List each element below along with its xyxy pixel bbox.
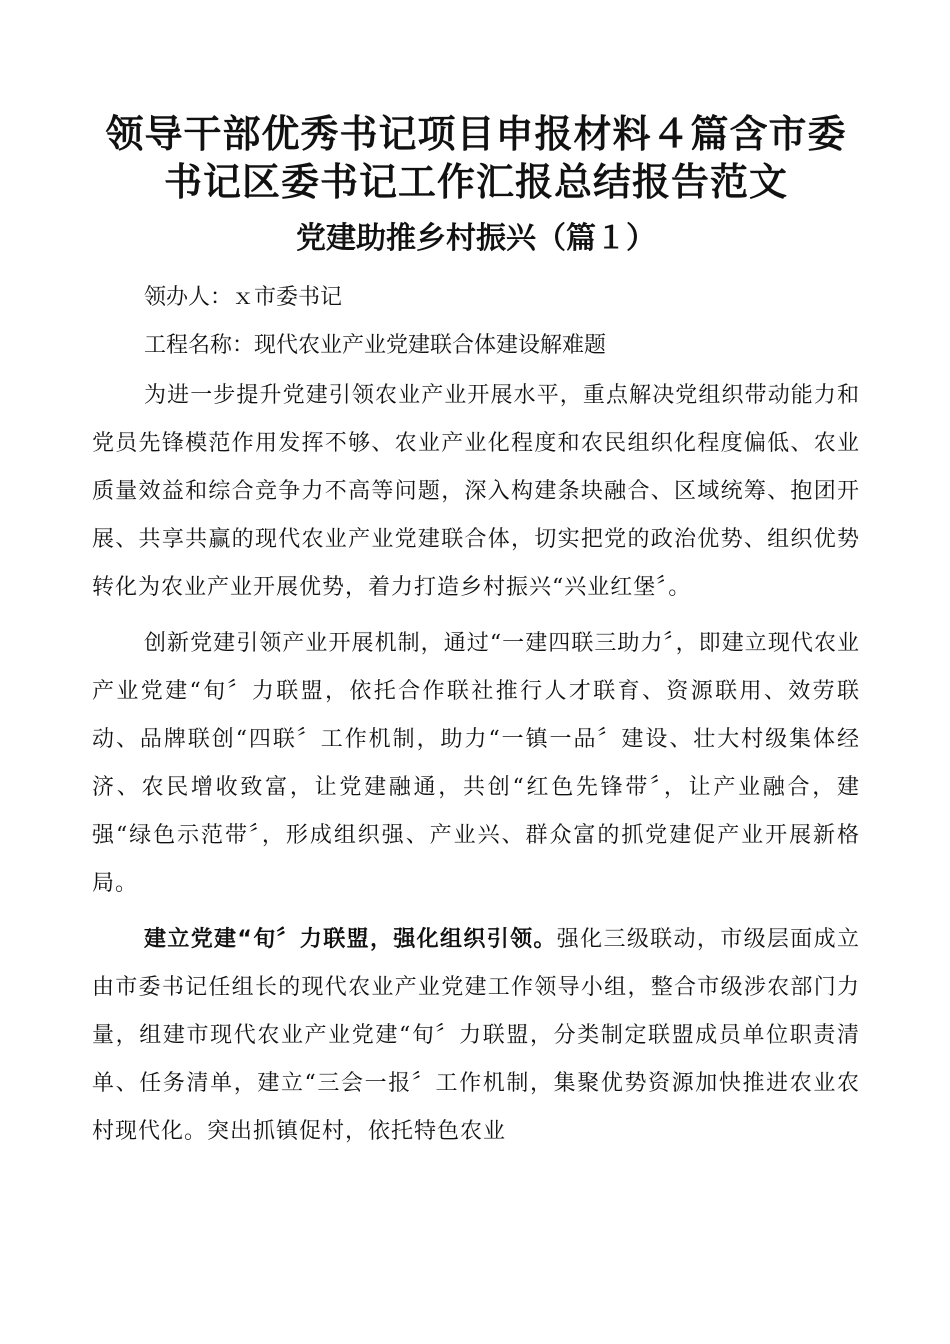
body-paragraph-1: 为进一步提升党建引领农业产业开展水平，重点解决党组织带动能力和党员先锋模范作用发挥不够、农业产业化程度和农民组织化程度偏低、农业质量效益和综合竞争力不高等问题，深入构建条块融合、区域统筹、抱团开展、共享共赢的现代农业产业党建联合体，切实把党的政治优势、组织优势转化为农业产业开展优势，着力打造乡村振兴“兴业红堡〞。 [92,383,860,600]
document-title: 领导干部优秀书记项目申报材料４篇含市委书记区委书记工作汇报总结报告范文 [105,112,847,204]
section-subtitle: 党建助推乡村振兴（篇１） [296,221,656,256]
body-paragraph-2: 创新党建引领产业开展机制，通过“一建四联三助力〞，即建立现代农业产业党建“旬〞力联盟，依托合作联社推行人才联育、资源联用、效劳联动、品牌联创“四联〞工作机制，助力“一镇一品〞建设、壮大村级集体经济、农民增收致富，让党建融通，共创“红色先锋带〞，让产业融合，建强“绿色示范带〞，形成组织强、产业兴、群众富的抓党建促产业开展新格局。 [92,631,860,896]
body-paragraph-3 [92,916,860,1156]
project-name-line: 工程名称：现代农业产业党建联合体建设解难题 [144,333,607,358]
paragraph-body-text: 强化三级联动，市级层面成立由市委书记任组长的现代农业产业党建工作领导小组，整合市级涉农部门力量，组建市现代农业产业党建“旬〞力联盟，分类制定联盟成员单位职责清单、任务清单，建立“三会一报〞工作机制，集聚优势资源加快推进农业农村现代化。突出抓镇促村，依托特色农业 [92,927,860,1144]
paragraph-lead-heading: 建立党建“旬〞力联盟，强化组织引领。 [144,927,557,952]
leader-line: 领办人：ｘ市委书记 [144,285,343,310]
